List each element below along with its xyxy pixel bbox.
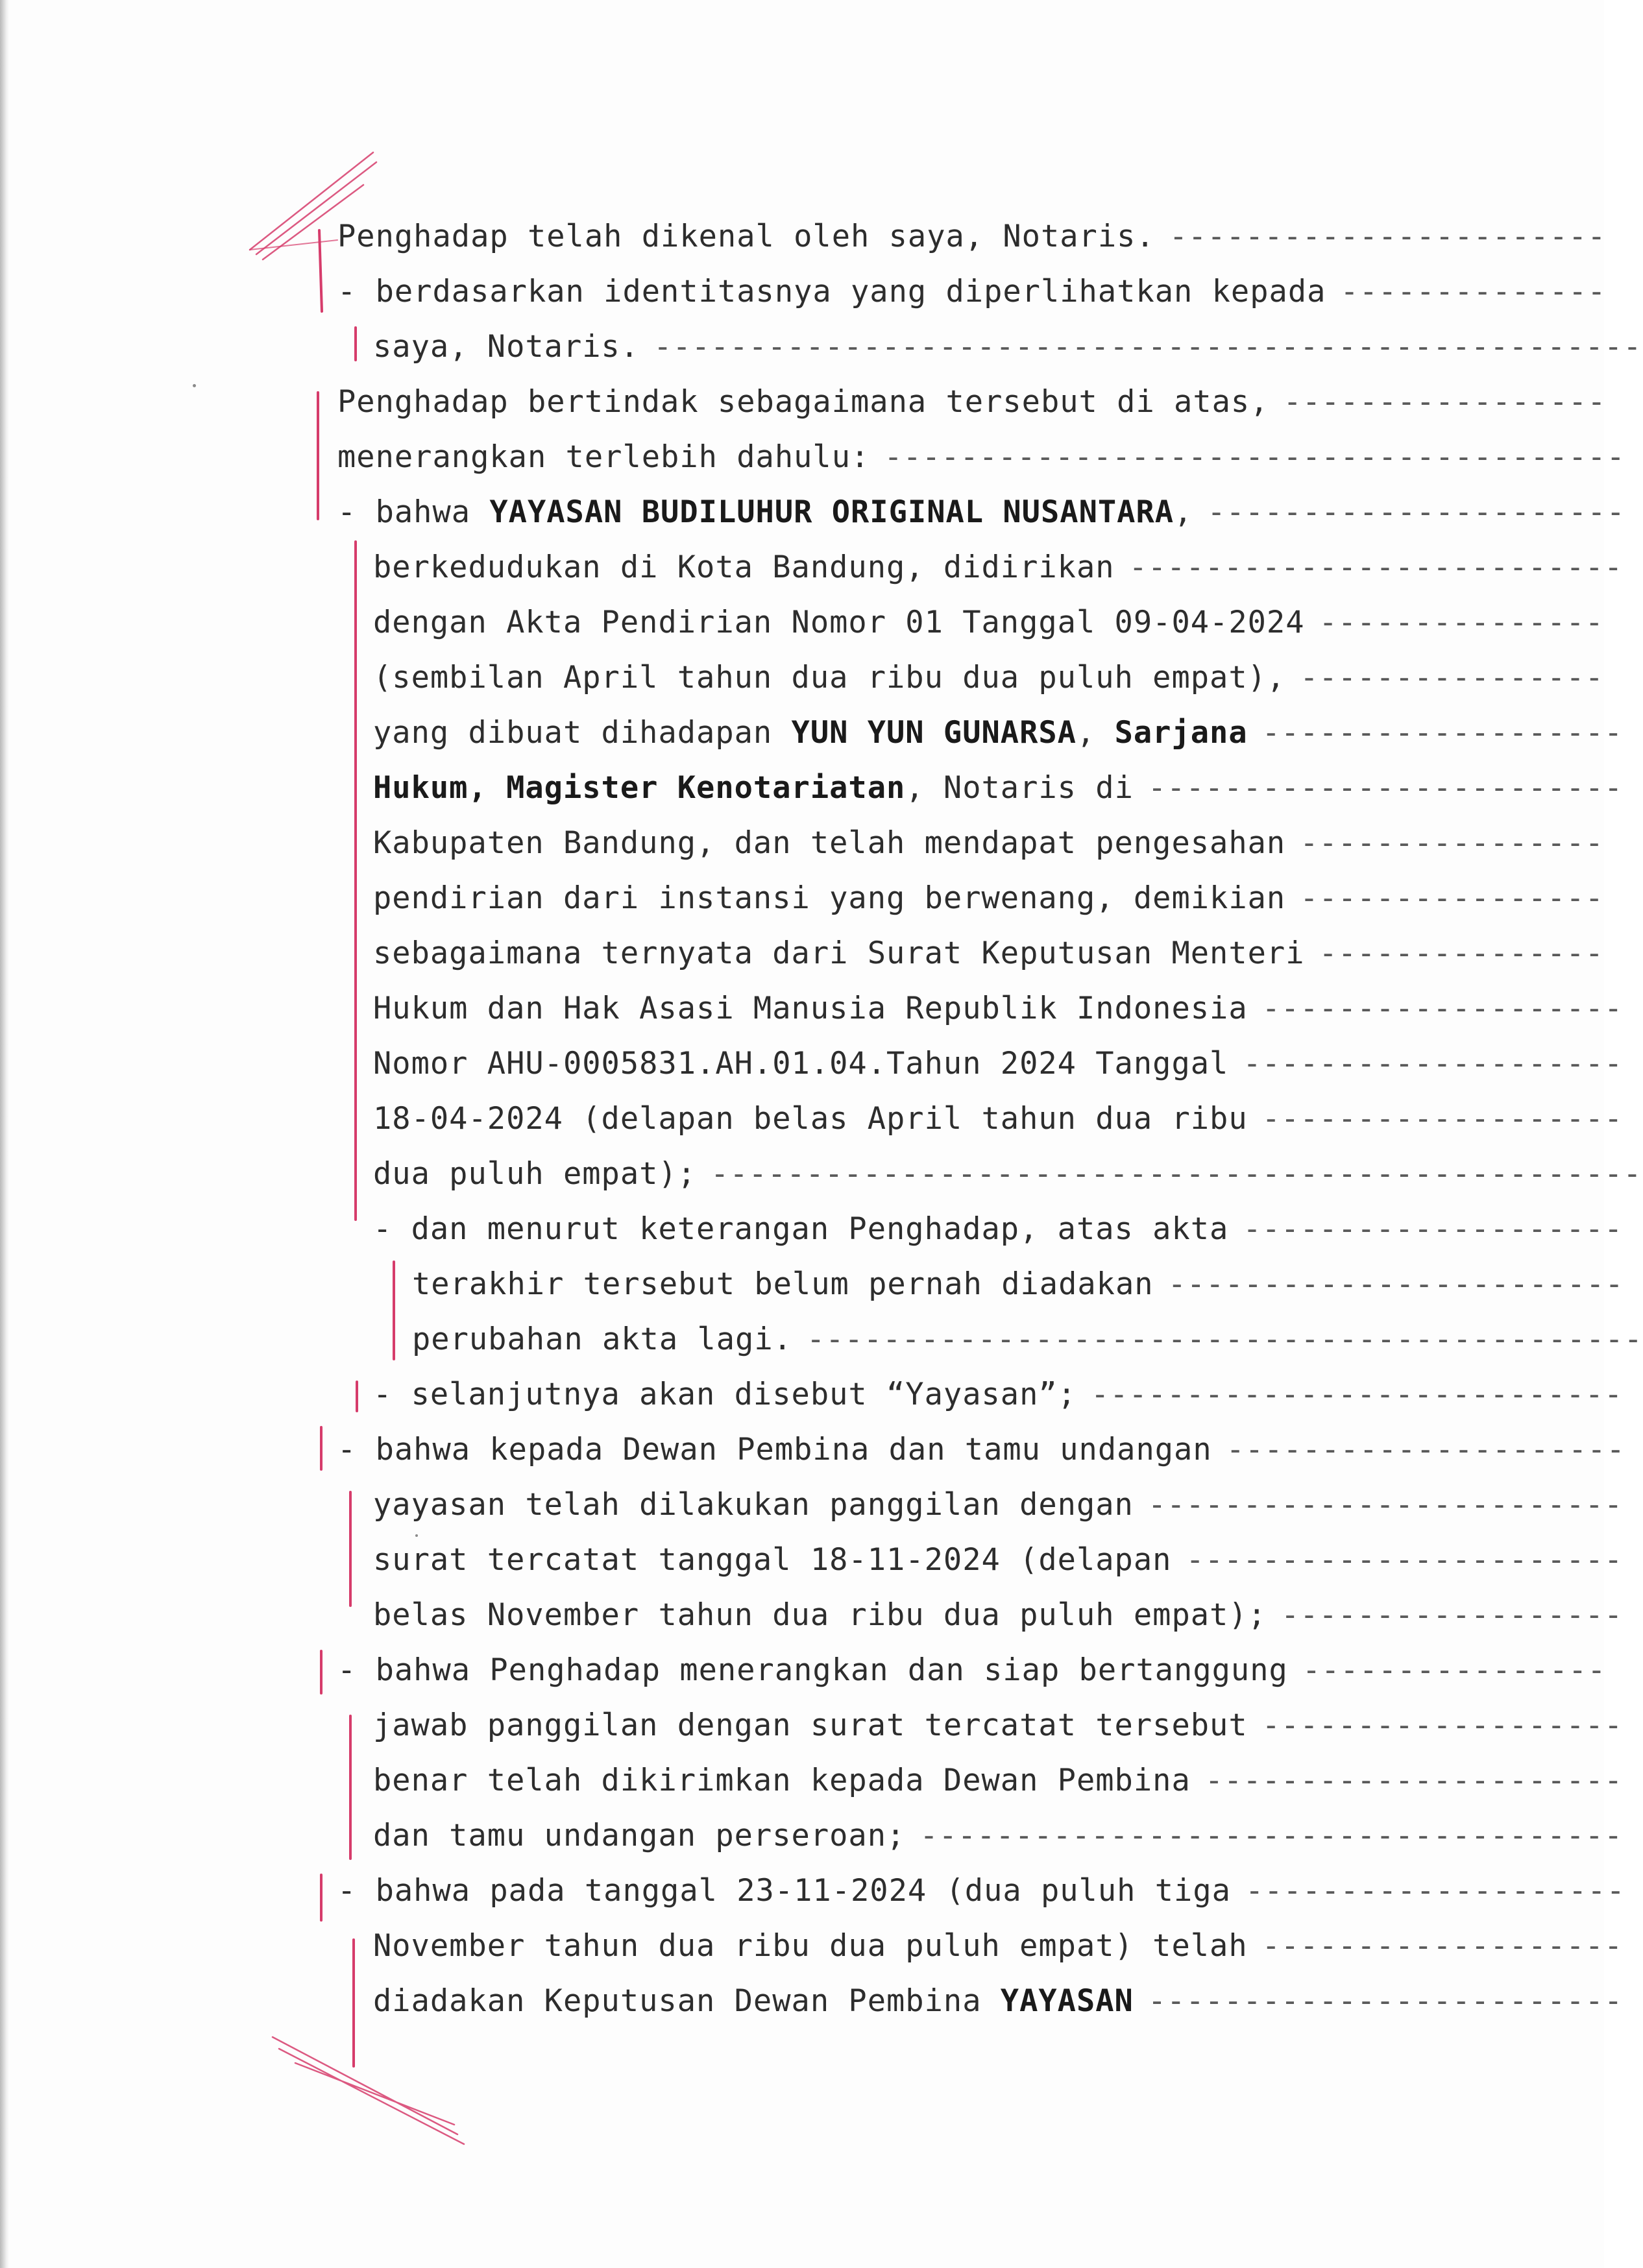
dash-filler: ---------------- bbox=[1302, 1652, 1607, 1688]
deed-line bbox=[337, 217, 1607, 256]
page-edge-shadow bbox=[0, 0, 9, 2268]
deed-line bbox=[373, 1596, 1624, 1635]
dash-filler: --------------------- bbox=[1226, 1432, 1625, 1467]
deed-line-text bbox=[373, 770, 1134, 806]
deed-line bbox=[337, 493, 1625, 532]
dash-filler: ------------------- bbox=[1261, 1928, 1624, 1964]
dash-filler: ------------------ bbox=[1280, 1597, 1624, 1633]
dash-filler: --------------- bbox=[1319, 605, 1604, 640]
deed-line-text: jawab panggilan dengan surat tercatat tersebut bbox=[373, 1707, 1248, 1743]
dash-filler: ---------------- bbox=[1300, 660, 1604, 695]
deed-line-text: November tahun dua ribu dua puluh empat) telah bbox=[373, 1928, 1248, 1964]
deed-line-text: benar telah dikirimkan kepada Dewan Pembina bbox=[373, 1763, 1191, 1798]
deed-line bbox=[373, 603, 1604, 642]
text-part: diadakan Keputusan Dewan Pembina bbox=[373, 1983, 1001, 2019]
deed-line-text: Kabupaten Bandung, dan telah mendapat pengesahan bbox=[373, 825, 1286, 861]
bottom-flourish bbox=[273, 2037, 464, 2144]
top-flourish-base bbox=[250, 240, 337, 250]
deed-line-text bbox=[373, 715, 1248, 751]
dash-filler: ---------------------- bbox=[1207, 494, 1625, 530]
dash-filler: ---------------------------------------------------- bbox=[653, 329, 1642, 365]
bold-name: Sarjana bbox=[1114, 715, 1248, 751]
deed-line bbox=[373, 1155, 1642, 1194]
deed-line-text: - bahwa Penghadap menerangkan dan siap bertanggung bbox=[337, 1652, 1288, 1688]
text-part: , Notaris di bbox=[905, 770, 1134, 806]
deed-line bbox=[337, 438, 1625, 477]
deed-line-text: 18-04-2024 (delapan belas April tahun dua ribu bbox=[373, 1101, 1248, 1137]
bold-name: YUN YUN GUNARSA bbox=[791, 715, 1077, 751]
deed-line-text: Penghadap bertindak sebagaimana tersebut di atas, bbox=[337, 384, 1269, 420]
deed-line-text: menerangkan terlebih dahulu: bbox=[337, 439, 870, 475]
deed-line-text: belas November tahun dua ribu dua puluh empat); bbox=[373, 1597, 1267, 1633]
dash-filler: ------------------------- bbox=[1147, 1983, 1624, 2019]
deed-line bbox=[373, 1982, 1624, 2021]
deed-line-text: Hukum dan Hak Asasi Manusia Republik Indonesia bbox=[373, 991, 1248, 1026]
dash-filler: ------------------- bbox=[1261, 1707, 1624, 1743]
deed-line bbox=[373, 548, 1624, 587]
deed-line-text: - selanjutnya akan disebut “Yayasan”; bbox=[373, 1377, 1077, 1412]
text-part: , bbox=[1174, 494, 1193, 530]
deed-line bbox=[373, 328, 1642, 367]
deed-line-text: sebagaimana ternyata dari Surat Keputusan Menteri bbox=[373, 935, 1305, 971]
text-part: yang dibuat dihadapan bbox=[373, 715, 792, 751]
deed-line bbox=[373, 1541, 1624, 1580]
deed-line bbox=[412, 1320, 1643, 1359]
dash-filler: ------------------------- bbox=[1147, 770, 1624, 806]
deed-line-text: Penghadap telah dikenal oleh saya, Notaris. bbox=[337, 219, 1155, 254]
dash-filler: --------------- bbox=[1319, 935, 1604, 971]
bold-name: YAYASAN BUDILUHUR ORIGINAL NUSANTARA bbox=[489, 494, 1174, 530]
deed-line bbox=[373, 658, 1604, 697]
deed-line-text: dan tamu undangan perseroan; bbox=[373, 1818, 906, 1853]
dash-filler: ------------------------ bbox=[1167, 1266, 1624, 1302]
deed-line-text: - bahwa kepada Dewan Pembina dan tamu undangan bbox=[337, 1432, 1212, 1467]
dash-filler: -------------------- bbox=[1243, 1046, 1624, 1081]
deed-line-text bbox=[373, 1983, 1134, 2019]
deed-line-text: - berdasarkan identitasnya yang diperlihatkan kepada bbox=[337, 274, 1326, 309]
deed-line-text: - bahwa pada tanggal 23-11-2024 (dua puluh tiga bbox=[337, 1873, 1231, 1909]
deed-line bbox=[337, 383, 1607, 422]
dash-filler: -------------------- bbox=[1243, 1211, 1624, 1247]
deed-line bbox=[373, 1761, 1624, 1800]
deed-line bbox=[337, 1872, 1625, 1911]
deed-line bbox=[337, 1651, 1607, 1690]
dash-filler: -------------- bbox=[1340, 274, 1607, 309]
deed-line bbox=[337, 272, 1607, 311]
deed-line bbox=[373, 1375, 1624, 1414]
dash-filler: -------------------- bbox=[1245, 1873, 1625, 1909]
scan-speck bbox=[193, 384, 196, 387]
dash-filler: ---------------- bbox=[1300, 880, 1604, 916]
deed-line-text: dua puluh empat); bbox=[373, 1156, 697, 1192]
scan-speck bbox=[415, 1534, 418, 1537]
bracket-1 bbox=[319, 230, 322, 311]
dash-filler: ---------------------- bbox=[1204, 1763, 1624, 1798]
deed-line-text bbox=[337, 494, 1193, 530]
deed-line bbox=[373, 989, 1624, 1028]
deed-line bbox=[373, 1927, 1624, 1966]
deed-line-text: perubahan akta lagi. bbox=[412, 1321, 792, 1357]
dash-filler: ----------------- bbox=[1283, 384, 1607, 420]
dash-filler: ---------------- bbox=[1300, 825, 1604, 861]
deed-line bbox=[337, 1430, 1625, 1469]
deed-line-text: Nomor AHU-0005831.AH.01.04.Tahun 2024 Tanggal bbox=[373, 1046, 1229, 1081]
deed-line-text: pendirian dari instansi yang berwenang, demikian bbox=[373, 880, 1286, 916]
deed-line-text: berkedudukan di Kota Bandung, didirikan bbox=[373, 549, 1115, 585]
dash-filler: ---------------------------- bbox=[1090, 1377, 1624, 1412]
dash-filler: ------------------- bbox=[1261, 991, 1624, 1026]
deed-line bbox=[373, 824, 1604, 863]
dash-filler: --------------------------------------- bbox=[884, 439, 1625, 475]
deed-line-text: (sembilan April tahun dua ribu dua puluh empat), bbox=[373, 660, 1286, 695]
dash-filler: -------------------------------------------- bbox=[806, 1321, 1643, 1357]
dash-filler: -------------------------- bbox=[1128, 549, 1624, 585]
text-part: , bbox=[1076, 715, 1115, 751]
deed-line bbox=[373, 1044, 1624, 1083]
deed-line-text: - dan menurut keterangan Penghadap, atas akta bbox=[373, 1211, 1229, 1247]
deed-line bbox=[373, 879, 1604, 918]
dash-filler: ------------------- bbox=[1261, 1101, 1624, 1137]
deed-line bbox=[373, 1486, 1624, 1525]
dash-filler: ----------------------- bbox=[1169, 219, 1607, 254]
deed-line bbox=[373, 1100, 1624, 1139]
dash-filler: ------------------------------------- bbox=[919, 1818, 1624, 1853]
text-part: - bahwa bbox=[337, 494, 490, 530]
deed-line bbox=[373, 1210, 1624, 1249]
dash-filler: ------------------- bbox=[1261, 715, 1624, 751]
dash-filler: ----------------------- bbox=[1186, 1542, 1624, 1578]
deed-line bbox=[373, 1706, 1624, 1745]
deed-line bbox=[373, 769, 1624, 808]
bold-name: YAYASAN bbox=[1000, 1983, 1134, 2019]
dash-filler: ------------------------- bbox=[1147, 1487, 1624, 1523]
deed-line-text: surat tercatat tanggal 18-11-2024 (delapan bbox=[373, 1542, 1172, 1578]
deed-line-text: yayasan telah dilakukan panggilan dengan bbox=[373, 1487, 1134, 1523]
bold-name: Hukum, Magister Kenotariatan bbox=[373, 770, 906, 806]
deed-line-text: saya, Notaris. bbox=[373, 329, 640, 365]
deed-line bbox=[373, 714, 1624, 753]
dash-filler: ------------------------------------------------- bbox=[711, 1156, 1642, 1192]
deed-line-text: terakhir tersebut belum pernah diadakan bbox=[412, 1266, 1154, 1302]
deed-line bbox=[373, 1816, 1624, 1855]
deed-line bbox=[412, 1265, 1624, 1304]
deed-line-text: dengan Akta Pendirian Nomor 01 Tanggal 09-04-2024 bbox=[373, 605, 1305, 640]
deed-line bbox=[373, 934, 1604, 973]
